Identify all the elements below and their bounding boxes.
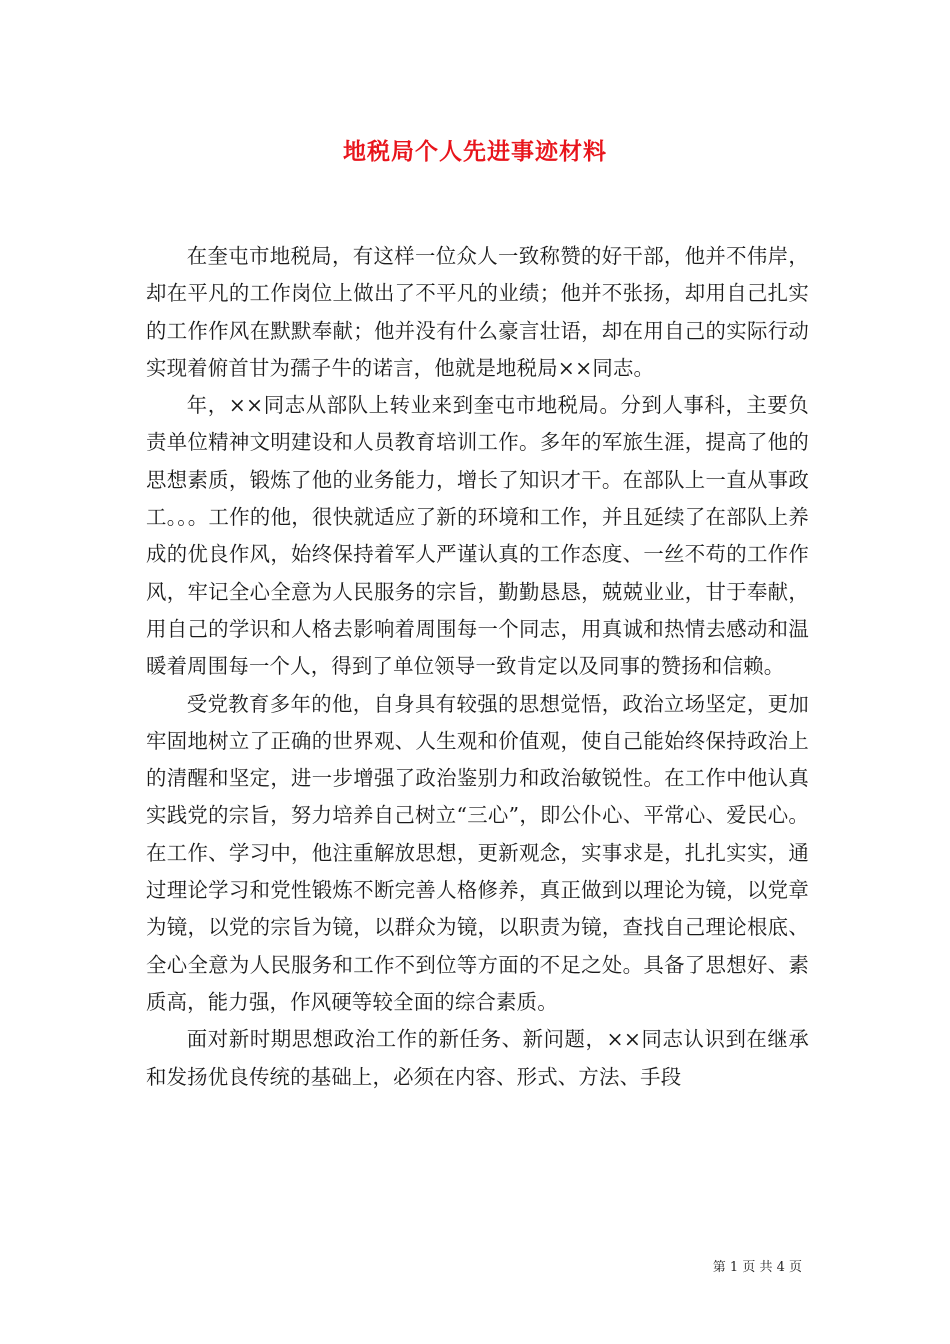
document-title: 地税局个人先进事迹材料 [343,138,607,165]
paragraph-2: 年，××同志从部队上转业来到奎屯市地税局。分到人事科，主要负责单位精神文明建设和人员教育培训工作。多年的军旅生涯，提高了他的思想素质，锻炼了他的业务能力，增长了知识才干。在部队上一直从事政工。。。工作的他，很快就适应了新的环境和工作，并且延续了在部队上养成的优良作风，始终保持着军人严谨认真的工作态度、一丝不苟的工作作风，牢记全心全意为人民服务的宗旨，勤勤恳恳，兢兢业业，甘于奉献，用自己的学识和人格去影响着周围每一个同志，用真诚和热情去感动和温暖着周围每一个人，得到了单位领导一致肯定以及同事的赞扬和信赖。 [146,393,809,679]
page-number-footer: 第 1 页 共 4 页 [712,1260,802,1275]
paragraph-3: 受党教育多年的他，自身具有较强的思想觉悟，政治立场坚定，更加牢固地树立了正确的世界观、人生观和价值观，使自己能始终保持政治上的清醒和坚定，进一步增强了政治鉴别力和政治敏锐性。在工作中他认真实践党的宗旨，努力培养自己树立“三心”，即公仆心、平常心、爱民心。在工作、学习中，他注重解放思想，更新观念，实事求是，扎扎实实，通过理论学习和党性锻炼不断完善人格修养，真正做到以理论为镜，以党章为镜，以党的宗旨为镜，以群众为镜，以职责为镜，查找自己理论根底、全心全意为人民服务和工作不到位等方面的不足之处。具备了思想好、素质高，能力强，作风硬等较全面的综合素质。 [146,691,809,1014]
paragraph-4: 面对新时期思想政治工作的新任务、新问题，××同志认识到在继承和发扬优良传统的基础上，必须在内容、形式、方法、手段 [146,1027,809,1089]
paragraph-1: 在奎屯市地税局，有这样一位众人一致称赞的好干部，他并不伟岸，却在平凡的工作岗位上做出了不平凡的业绩；他并不张扬，却用自己扎实的工作作风在默默奉献；他并没有什么豪言壮语，却在用自己的实际行动实现着俯首甘为孺子牛的诺言，他就是地税局××同志。 [146,244,809,380]
document-body [146,238,809,1096]
